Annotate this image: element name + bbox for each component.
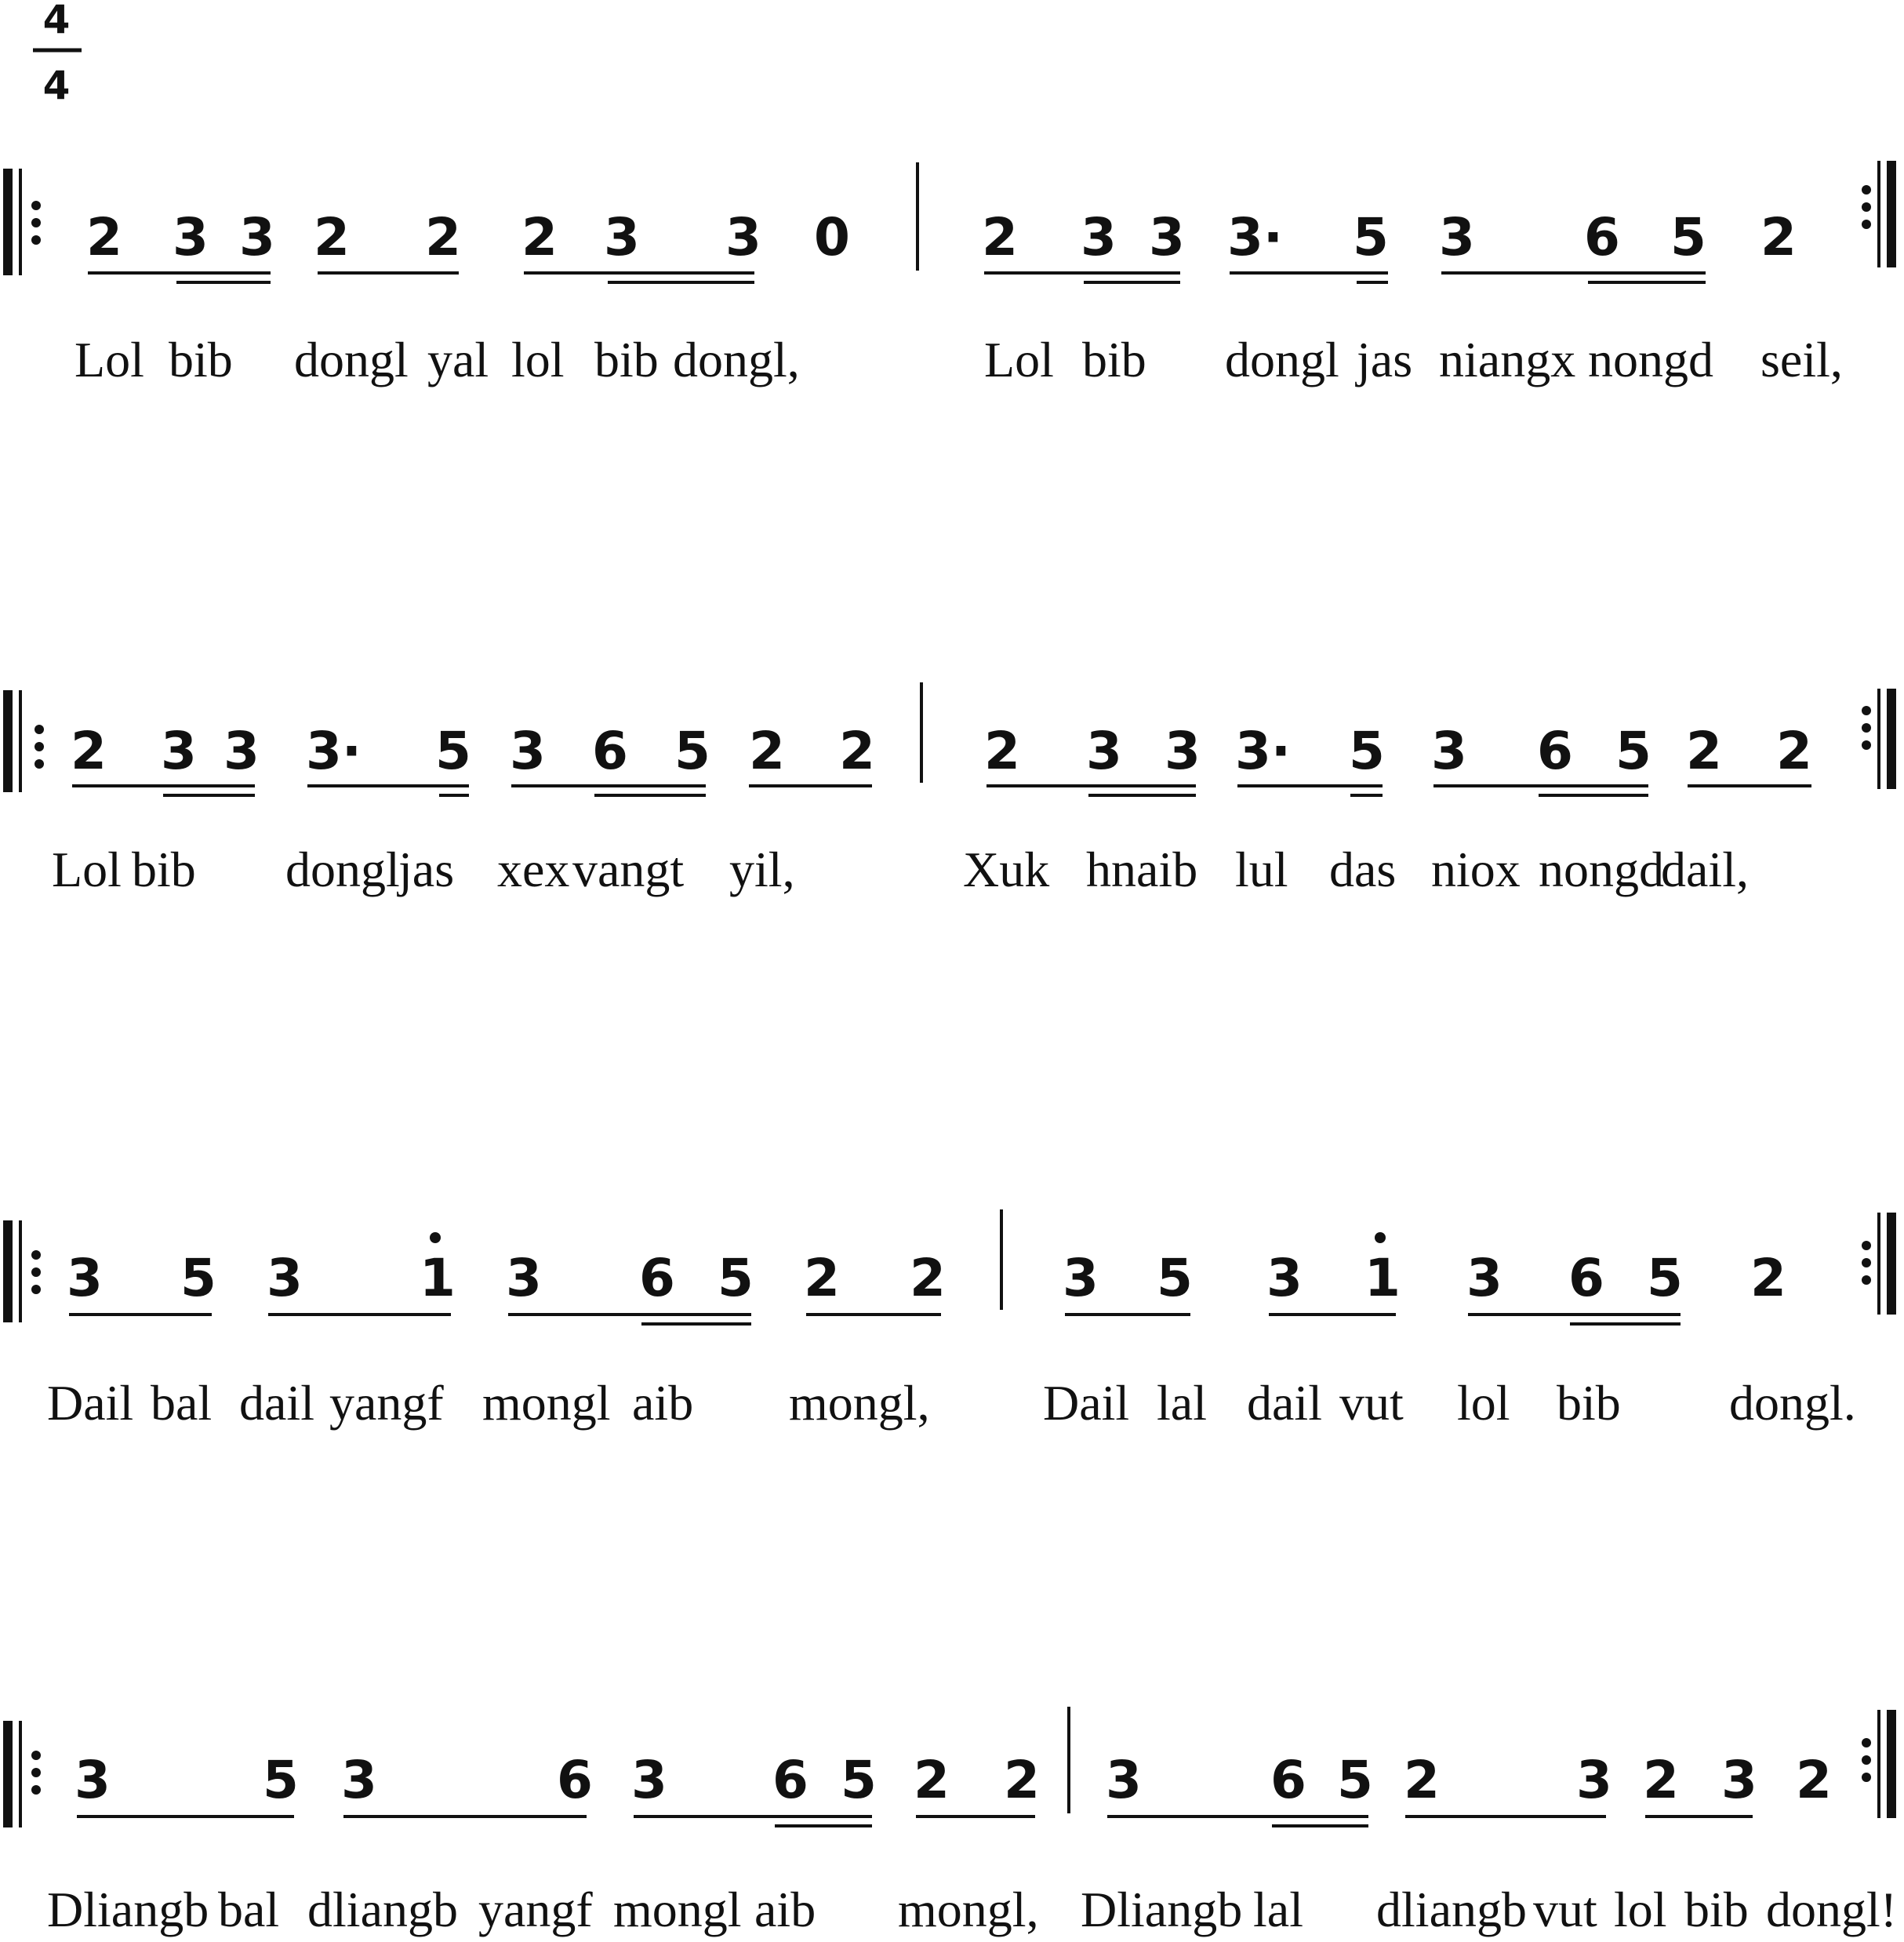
lyric: xex <box>497 842 570 897</box>
note: 5 <box>718 1248 754 1308</box>
note: 3 <box>631 1750 667 1810</box>
lyrics-line-2 <box>52 842 1749 897</box>
beams-line-4 <box>77 1817 1753 1826</box>
note: 5 <box>1615 721 1651 781</box>
lyric: lul <box>1235 842 1288 897</box>
lyric: dongl, <box>673 332 800 387</box>
note: 2 <box>1776 721 1812 781</box>
lyric: Dliangb <box>1081 1882 1243 1937</box>
lyric: vut <box>1339 1375 1404 1431</box>
note: 3 <box>1086 721 1122 781</box>
lyric: dail <box>1247 1375 1322 1431</box>
lyric: seil, <box>1760 332 1843 387</box>
note: 2 <box>839 721 875 781</box>
lyric: yal <box>427 332 489 387</box>
note: 2 <box>804 1248 840 1308</box>
note: 0 <box>814 207 850 267</box>
note: 3 <box>74 1750 111 1810</box>
lyrics-line-4 <box>47 1882 1897 1937</box>
lyric: lal <box>1157 1375 1207 1431</box>
note: 3 <box>1431 721 1467 781</box>
repeat-end <box>1862 161 1896 267</box>
lyric: yangf <box>478 1882 593 1937</box>
note: 3 <box>510 721 546 781</box>
repeat-start <box>3 1220 41 1322</box>
note: 5 <box>1353 207 1389 267</box>
note: 2 <box>1004 1750 1040 1810</box>
beams-line-2 <box>72 786 1811 795</box>
note: 5 <box>180 1248 216 1308</box>
time-signature-top: 4 <box>42 0 71 42</box>
lyric: mongl, <box>898 1882 1039 1937</box>
lyric: mongl <box>482 1375 611 1431</box>
lyric: yil, <box>729 842 795 897</box>
lyric: Xuk <box>963 842 1050 897</box>
lyric: vut <box>1533 1882 1597 1937</box>
note: 3 <box>1721 1750 1757 1810</box>
lyric: lol <box>511 332 565 387</box>
lyric: Lol <box>74 332 144 387</box>
note: 3 <box>161 721 197 781</box>
lyric: dongl <box>285 842 400 897</box>
lyric: mongl <box>613 1882 742 1937</box>
note: 3 <box>506 1248 542 1308</box>
lyric: dongl. <box>1729 1375 1856 1431</box>
lyric: lal <box>1253 1882 1303 1937</box>
lyric: dail <box>239 1375 314 1431</box>
beams-line-1 <box>88 273 1706 282</box>
note: 5 <box>1157 1248 1193 1308</box>
octave-dots-line-3 <box>430 1232 1386 1243</box>
note: 3 <box>1439 207 1475 267</box>
lyric: dongl <box>294 332 409 387</box>
note: 3 <box>267 1248 303 1308</box>
lyric: jas <box>398 842 455 897</box>
note: 2 <box>425 207 461 267</box>
note: 5 <box>1647 1248 1683 1308</box>
repeat-end <box>1862 689 1896 789</box>
music-line-4 <box>3 1707 1897 1937</box>
lyric: Dail <box>1043 1375 1130 1431</box>
barline <box>920 682 923 783</box>
lyric: dliangb <box>307 1882 458 1937</box>
note: 3· <box>306 721 362 781</box>
note: 2 <box>1750 1248 1786 1308</box>
note: 2 <box>71 721 107 781</box>
lyric: lol <box>1614 1882 1667 1937</box>
lyric: bal <box>151 1375 213 1431</box>
lyric: vangt <box>572 842 685 897</box>
notes-line-1 <box>86 207 1797 267</box>
note: 2 <box>521 207 558 267</box>
repeat-start <box>3 169 41 275</box>
notes-line-4 <box>74 1750 1832 1810</box>
lyric: dongl <box>1225 332 1339 387</box>
lyric: das <box>1329 842 1397 897</box>
note: 3 <box>239 207 275 267</box>
note: 1 <box>1364 1248 1401 1308</box>
lyrics-line-3 <box>47 1375 1856 1431</box>
note: 6 <box>557 1750 593 1810</box>
note: 3 <box>725 207 761 267</box>
note: 3 <box>604 207 640 267</box>
lyrics-line-1 <box>74 332 1843 387</box>
repeat-start <box>3 690 44 792</box>
lyric: dail, <box>1661 842 1749 897</box>
lyric: Lol <box>984 332 1054 387</box>
time-signature-bottom: 4 <box>42 63 71 108</box>
lyric: hnaib <box>1086 842 1198 897</box>
lyric: aib <box>754 1882 816 1937</box>
note: 3· <box>1235 721 1291 781</box>
note: 2 <box>982 207 1018 267</box>
note: 2 <box>314 207 350 267</box>
note: 6 <box>1584 207 1620 267</box>
lyric: Dail <box>47 1375 134 1431</box>
music-line-2 <box>3 682 1896 897</box>
note: 2 <box>910 1248 946 1308</box>
barline <box>916 162 919 271</box>
note: 3 <box>341 1750 377 1810</box>
notes-line-2 <box>71 721 1812 781</box>
beams-line-3 <box>69 1315 1681 1324</box>
note: 6 <box>1568 1248 1604 1308</box>
lyric: bib <box>594 332 659 387</box>
lyric: dongl! <box>1766 1882 1898 1937</box>
note: 2 <box>914 1750 950 1810</box>
lyric: bib <box>169 332 233 387</box>
note: 3 <box>1576 1750 1612 1810</box>
note: 2 <box>86 207 122 267</box>
note: 3 <box>1466 1248 1502 1308</box>
barline <box>1000 1209 1003 1310</box>
music-line-1 <box>3 161 1896 387</box>
note: 3· <box>1227 207 1283 267</box>
lyric: nongd <box>1588 332 1713 387</box>
note: 3 <box>1165 721 1201 781</box>
note: 2 <box>1404 1750 1440 1810</box>
lyric: aib <box>632 1375 694 1431</box>
lyric: niangx <box>1439 332 1576 387</box>
note: 6 <box>1537 721 1573 781</box>
note: 2 <box>1760 207 1797 267</box>
note: 2 <box>749 721 785 781</box>
note: 6 <box>772 1750 808 1810</box>
music-line-3 <box>3 1209 1896 1431</box>
note: 5 <box>1337 1750 1373 1810</box>
lyric: Lol <box>52 842 122 897</box>
note: 5 <box>1670 207 1706 267</box>
lyric: niox <box>1431 842 1521 897</box>
lyric: bal <box>218 1882 280 1937</box>
lyric: yangf <box>329 1375 444 1431</box>
note: 3 <box>223 721 260 781</box>
note: 6 <box>1270 1750 1306 1810</box>
note: 2 <box>984 721 1020 781</box>
lyric: nongd <box>1539 842 1664 897</box>
lyric: bib <box>132 842 196 897</box>
note: 2 <box>1643 1750 1679 1810</box>
note: 5 <box>674 721 710 781</box>
note: 2 <box>1796 1750 1832 1810</box>
note: 3 <box>1266 1248 1303 1308</box>
note: 5 <box>841 1750 877 1810</box>
lyric: dliangb <box>1376 1882 1527 1937</box>
lyric: bib <box>1684 1882 1749 1937</box>
note: 6 <box>639 1248 675 1308</box>
note: 3 <box>1081 207 1117 267</box>
repeat-start <box>3 1721 41 1827</box>
note: 3 <box>173 207 209 267</box>
lyric: Dliangb <box>47 1882 209 1937</box>
note: 3 <box>67 1248 103 1308</box>
note: 5 <box>263 1750 299 1810</box>
note: 5 <box>1349 721 1385 781</box>
note: 5 <box>435 721 471 781</box>
note: 3 <box>1149 207 1185 267</box>
lyric: lol <box>1457 1375 1510 1431</box>
repeat-end <box>1862 1710 1896 1818</box>
barline <box>1067 1707 1070 1813</box>
note: 2 <box>1686 721 1722 781</box>
note: 6 <box>592 721 628 781</box>
repeat-end <box>1862 1213 1896 1315</box>
note: 3 <box>1063 1248 1099 1308</box>
note: 3 <box>1106 1750 1142 1810</box>
lyric: bib <box>1557 1375 1621 1431</box>
notes-line-3 <box>67 1248 1786 1308</box>
lyric: mongl, <box>789 1375 930 1431</box>
lyric: jas <box>1357 332 1413 387</box>
note: 1 <box>420 1248 456 1308</box>
lyric: bib <box>1082 332 1146 387</box>
